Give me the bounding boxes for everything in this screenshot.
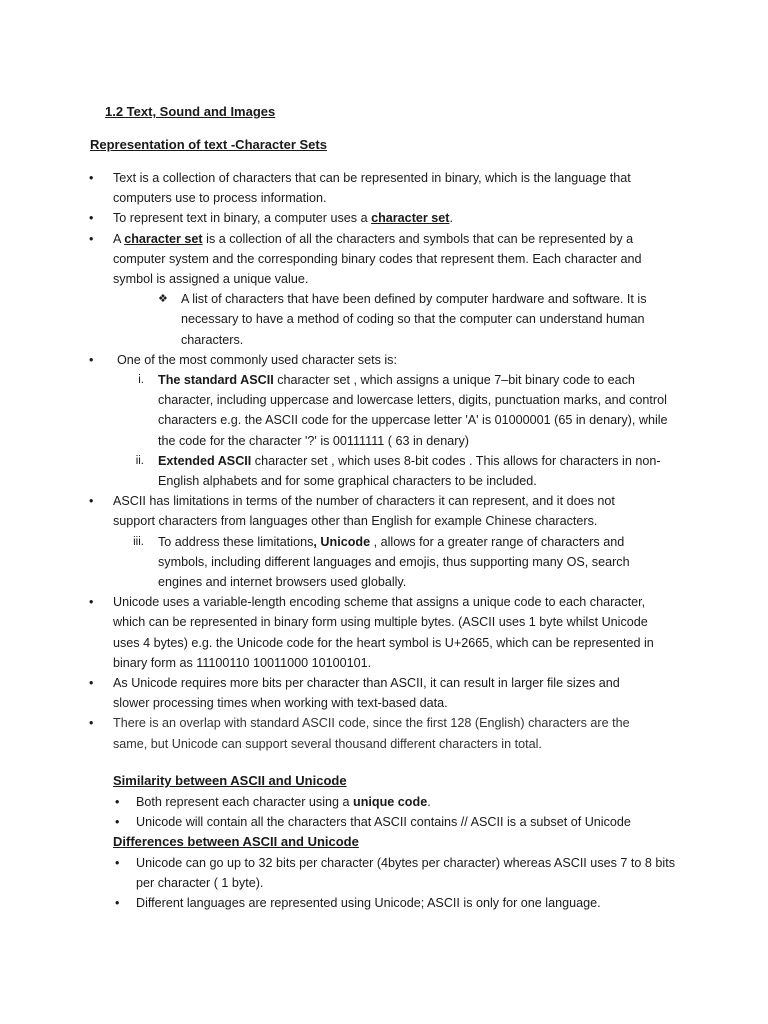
bullet-icon: • (115, 856, 120, 870)
bullet-icon: • (89, 494, 94, 509)
list-item-text: Text is a collection of characters that can be represented in binary, which is the language that computers use to process information. (113, 171, 631, 206)
roman-numeral: i. (138, 374, 144, 387)
bullet-icon: • (115, 815, 120, 830)
similarity-heading: Similarity between ASCII and Unicode (113, 773, 347, 788)
list-item (0, 350, 768, 370)
list-item-text (136, 792, 676, 812)
list-item-text (113, 229, 658, 290)
bullet-icon: • (115, 896, 120, 911)
list-item-text: Different languages are represented using Unicode; ASCII is only for one language. (136, 896, 601, 911)
bullet-icon: • (89, 595, 94, 610)
numbered-item-text (158, 532, 673, 593)
differences-heading: Differences between ASCII and Unicode (113, 834, 359, 849)
roman-numeral: iii. (133, 535, 144, 548)
list-item (0, 168, 768, 208)
differences-list (0, 853, 768, 914)
bullet-icon: • (89, 716, 94, 731)
text-run: character set , which assigns a unique 7–bit binary code to each character, including uppercase and lowercase letters, digits, punctuation marks, and control characters e.g. the ASCII code for the uppercase letter 'A' is 01000001 (65 in denary), while the code for the character '?' is 00111111 ( 63 in denary) (158, 373, 668, 448)
numbered-item-text (158, 451, 673, 491)
list-item-text: Unicode uses a variable-length encoding scheme that assigns a unique code to each character, which can be represented in binary form using multiple bytes. (ASCII uses 1 byte whilst Unicode uses 4 bytes) e.g. the Unicode code for the heart symbol is U+2665, which can be represented in binary form as 11100110 10011000 10100101. (113, 595, 654, 670)
bullet-icon: • (89, 231, 94, 246)
list-item (0, 893, 768, 913)
list-item (0, 812, 768, 832)
list-item-text: Unicode can go up to 32 bits per character (4bytes per character) whereas ASCII uses 7 to 8 bits per character ( 1 byte). (136, 856, 676, 891)
numbered-item (0, 532, 768, 593)
list-item (0, 853, 768, 893)
bullet-icon: • (115, 795, 120, 809)
list-item-text: There is an overlap with standard ASCII code, since the first 128 (English) characters are the same, but Unicode can support several thousand different characters in total. (113, 716, 630, 751)
list-item-text (113, 208, 658, 228)
term-character-set: character set (371, 211, 450, 226)
section-subtitle: Representation of text -Character Sets (90, 137, 327, 152)
text-run: A (113, 231, 125, 246)
numbered-item (0, 451, 768, 491)
text-run: . (449, 211, 453, 226)
text-run: To address these limitations (158, 534, 314, 549)
term-unicode: , Unicode (313, 534, 371, 549)
main-bullet-list (0, 168, 768, 754)
list-item-text: Unicode will contain all the characters that ASCII contains // ASCII is a subset of Unicode (136, 815, 631, 830)
sub-list-item-text: A list of characters that have been defined by computer hardware and software. It is necessary to have a method of coding so that the computer can understand human characters. (181, 292, 647, 347)
list-item (0, 673, 768, 713)
text-run: is a collection of all the characters and symbols that can be represented by a computer system and the corresponding binary codes that represent them. Each character and symbol is assigned a unique value. (113, 231, 642, 287)
similarity-list (0, 792, 768, 832)
bullet-icon: • (89, 211, 94, 226)
list-item-text: One of the most commonly used character sets is: (117, 352, 397, 367)
list-item (0, 208, 768, 228)
text-run: Both represent each character using a (136, 795, 354, 809)
roman-numeral: ii. (135, 454, 144, 467)
text-run: To represent text in binary, a computer uses a (113, 211, 372, 226)
list-item-text: As Unicode requires more bits per character than ASCII, it can result in larger file sizes and slower processing times when working with text-based data. (113, 676, 620, 711)
term-unique-code: unique code (353, 795, 428, 809)
diamond-bullet-icon: ❖ (158, 293, 168, 306)
list-item-text: ASCII has limitations in terms of the number of characters it can represent, and it does not support characters from languages other than English for example Chinese characters. (113, 494, 615, 529)
bullet-icon: • (89, 171, 94, 185)
list-item (0, 229, 768, 290)
numbered-item-text (158, 370, 673, 451)
list-item (0, 792, 768, 812)
text-run: . (427, 795, 431, 809)
bullet-icon: • (89, 352, 94, 367)
list-item (0, 491, 768, 531)
list-item (0, 592, 768, 673)
sub-list-item (0, 289, 768, 350)
term-extended-ascii: Extended ASCII (158, 453, 252, 468)
text-run: , allows for a greater range of characters and symbols, including different languages and emojis, thus supporting many OS, search engines and internet browsers used globally. (158, 534, 630, 590)
list-item (0, 713, 768, 753)
term-standard-ascii: The standard ASCII (158, 373, 274, 388)
bullet-icon: • (89, 676, 94, 691)
numbered-item (0, 370, 768, 451)
section-title: 1.2 Text, Sound and Images (105, 104, 276, 119)
text-run: character set , which uses 8-bit codes . This allows for characters in non-English alphabets and for some graphical characters to be included. (158, 453, 661, 489)
term-character-set: character set (124, 231, 203, 246)
